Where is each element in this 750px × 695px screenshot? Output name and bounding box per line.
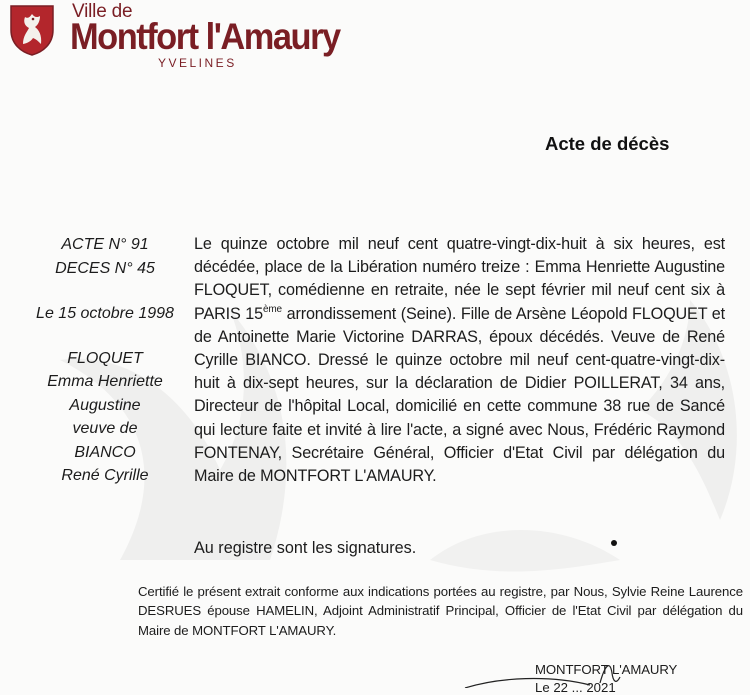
record-text-part2: arrondissement (Seine). Fille de Arsène Léopold FLOQUET et de Antoinette Marie Victorine DARRAS, époux décédés. Veuve de René Cyrille BIANCO. Dressé le quinze octobre mil neuf cent-quatre-vingt-dix-huit à dix-sept heures, sur la déclaration de Didier POILLERAT, 34 ans, Directeur de l'hôpital Local, domicilié en cette commune 38 rue de Sancé qui lecture faite et invité à lire l'acte, a signé avec Nous, Frédéric Raymond FONTENAY, Secrétaire Général, Officier d'Etat Civil par délégation du Maire de MONTFORT L'AMAURY.: [194, 304, 725, 486]
deces-number: DECES N° 45: [55, 259, 155, 277]
issue-date: Le 22 ... 2021: [535, 680, 616, 695]
margin-date: Le 15 octobre 1998: [36, 305, 174, 322]
record-text-part1: Le quinze octobre mil neuf cent quatre-vingt-dix-huit à six heures, est décédée, place de la Libération numéro treize : Emma Henriette Augustine FLOQUET, comédienne en retraite, née le sept février mil neuf cent six à PARIS 15: [194, 235, 725, 323]
signature-stroke: [460, 655, 650, 688]
issue-place: MONTFORT L'AMAURY: [535, 662, 678, 677]
signatures-note: Au registre sont les signatures.: [194, 539, 417, 557]
acte-number: ACTE N° 91: [61, 236, 149, 253]
death-record-text: [194, 233, 725, 488]
town-name: Montfort l'Amaury: [70, 16, 340, 57]
ink-dot: [611, 540, 617, 546]
deceased-first-names-1: Emma Henriette: [47, 373, 163, 390]
deceased-first-names-2: Augustine: [69, 396, 141, 414]
town-prefix: Ville de: [72, 1, 133, 22]
spouse-first-names: René Cyrille: [61, 467, 149, 484]
widow-of-label: veuve de: [72, 420, 138, 437]
certification-text: Certifié le présent extrait conforme aux indications portées au registre, par Nous, Sylvie Reine Laurence DESRUES épouse HAMELIN, Adjoint Administratif Principal, Officier de l'Etat Civil par délégation du Maire de MONTFORT L'AMAURY.: [138, 584, 743, 638]
arrondissement-superscript: ème: [262, 303, 282, 315]
document-title: Acte de décès: [545, 133, 670, 154]
town-crest-icon: [9, 4, 55, 56]
margin-column: [20, 233, 190, 488]
deceased-surname: FLOQUET: [67, 349, 143, 367]
spouse-surname: BIANCO: [74, 443, 136, 461]
region-label: YVELINES: [158, 56, 237, 70]
